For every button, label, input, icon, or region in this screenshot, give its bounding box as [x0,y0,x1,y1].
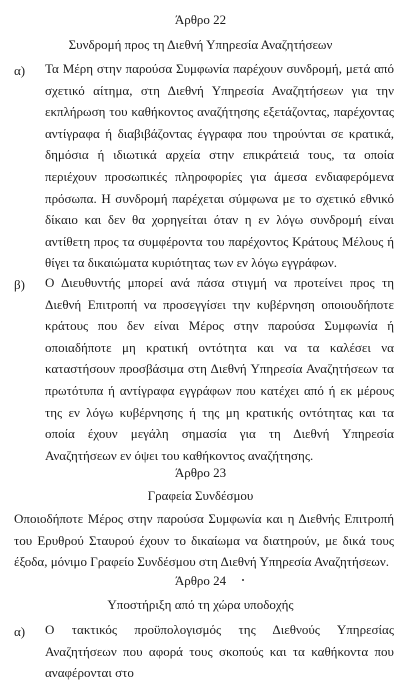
article-22-para-b-text: Ο Διευθυντής μπορεί ανά πάσα στιγμή να προτείνει προς τη Διεθνή Επιτροπή να προσεγγίσει την κυβέρνηση οποιουδήποτε κράτους που δεν είναι Μέρος στην παρούσα Συμφωνία ή οποιαδήποτε μη κρατική οντότητα και να τα καλέσει να καταστήσουν προσβάσιμα στη Διεθνή Υπηρεσία Αναζητήσεων τα πρωτότυπα ή αντίγραφα εγγράφων που κατέχει από ή εκ μέρους της εν λόγω κυβέρνησης ή της μη κρατικής οντότητας και τα οποία έχουν μεγάλη σημασία για τη Διεθνή Υπηρεσία Αναζητήσεων εν όψει του καθήκοντος αναζήτησης. [45,275,394,463]
article-22-para-a-marker: α) [14,63,26,78]
article-22-title: Άρθρο 22 [174,12,227,27]
article-23-title: Άρθρο 23 [174,465,227,480]
article-24-para-a-text: Ο τακτικός προϋπολογισμός της Διεθνούς Υπηρεσίας Αναζητήσεων που αφορά τους σκοπούς και τα καθήκοντα που αναφέρονται στο [45,622,394,681]
article-22-para-a-text: Τα Μέρη στην παρούσα Συμφωνία παρέχουν συνδρομή, μετά από σχετικό αίτημα, στη Διεθνή Υπηρεσία Αναζητήσεων για την εκπλήρωση του καθήκοντος αναζήτησης εξετάζοντας, παρέχοντας αντίγραφα ή διαβιβάζοντας έγγραφα που τηρούνται σε κρατικά, δημόσια ή ιδιωτικά αρχεία στην επικράτειά τους, τα οποία περιέχουν προσωπικές πληροφορίες για άμεσα ενδιαφερόμενα πρόσωπα. Η συνδρομή παρέχεται σύμφωνα με το σχετικό εθνικό δίκαιο και δεν θα χορηγείται όταν η εν λόγω συνδρομή είναι αντίθετη προς τα συμφέροντα του παρέχοντος Κράτους Μέλους ή θίγει τα δικαιώματα κυριότητας των εν λόγω εγγράφων. [45,61,394,271]
article-23-text: Οποιοδήποτε Μέρος στην παρούσα Συμφωνία και η Διεθνής Επιτροπή του Ερυθρού Σταυρού έχουν το δικαίωμα να διατηρούν, με δικά τους έξοδα, μόνιμο Γραφείο Συνδέσμου στη Διεθνή Υπηρεσία Αναζητήσεων. [14,511,394,570]
article-22-subtitle: Συνδρομή προς τη Διεθνή Υπηρεσία Αναζητήσεων [68,37,333,52]
article-24-title: Άρθρο 24 [174,573,227,588]
article-23-subtitle: Γραφεία Συνδέσμου [147,488,254,503]
article-24-subtitle: Υποστήριξη από τη χώρα υποδοχής [107,597,294,612]
article-24-para-a-marker: α) [14,624,26,639]
scan-speck [242,579,244,581]
article-22-para-b-marker: β) [14,277,25,292]
